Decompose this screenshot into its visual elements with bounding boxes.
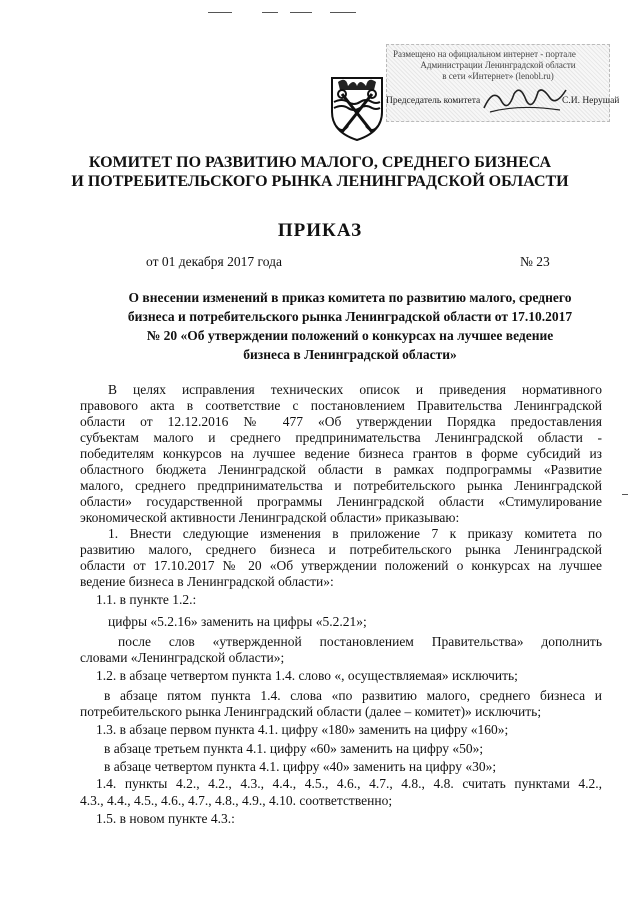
subject-line: бизнеса в Ленинградской области» bbox=[243, 347, 457, 362]
body-line: развитию малого, среднего бизнеса и потребительского рынка Ленинградской bbox=[80, 542, 602, 557]
body-line: после слов «утвержденной постановлением Правительства» дополнить bbox=[118, 634, 602, 649]
body-line: В целях исправления технических описок и приведения нормативного bbox=[108, 382, 602, 397]
document-date: от 01 декабря 2017 года bbox=[146, 254, 282, 269]
stamp-line: в сети «Интернет» (lenobl.ru) bbox=[442, 71, 554, 81]
body-line: малого, среднего предпринимательства и потребительского рынка Ленинградской bbox=[80, 478, 602, 493]
body-line: в абзаце четвертом пункта 4.1. цифру «40» заменить на цифру «30»; bbox=[104, 759, 497, 774]
body-line: областного бюджета Ленинградской области в рамках подпрограммы «Развитие bbox=[80, 462, 602, 477]
signature-scribble bbox=[480, 82, 570, 116]
body-line: в абзаце пятом пункта 1.4. слова «по развитию малого, среднего бизнеса и bbox=[104, 688, 602, 703]
scan-mark-right bbox=[622, 494, 628, 495]
stamp-line: Размещено на официальном интернет - портале bbox=[393, 49, 576, 59]
body-line: области от 12.12.2016 № 477 «Об утверждении Порядка предоставления bbox=[80, 414, 602, 429]
document-number: № 23 bbox=[520, 254, 550, 269]
body-line: области» государственной программы Ленинградской области «Стимулирование bbox=[80, 494, 602, 509]
body-line: в абзаце третьем пункта 4.1. цифру «60» заменить на цифру «50»; bbox=[104, 741, 484, 756]
subject-line: О внесении изменений в приказ комитета по развитию малого, среднего bbox=[128, 290, 572, 305]
org-name-line-2: И ПОТРЕБИТЕЛЬСКОГО РЫНКА ЛЕНИНГРАДСКОЙ ОБЛАСТИ bbox=[71, 173, 569, 190]
scan-mark-top-2 bbox=[262, 12, 278, 13]
org-name-line-1: КОМИТЕТ ПО РАЗВИТИЮ МАЛОГО, СРЕДНЕГО БИЗНЕСА bbox=[88, 154, 552, 171]
body-line: 1.4. пункты 4.2., 4.2., 4.3., 4.4., 4.5., 4.6., 4.7., 4.8., 4.8. считать пунктами 4.2., bbox=[96, 776, 602, 791]
chair-label: Председатель комитета bbox=[386, 96, 481, 106]
stamp-line: Администрации Ленинградской области bbox=[420, 60, 576, 70]
body-line: 1.2. в абзаце четвертом пункта 1.4. слово «, осуществляемая» исключить; bbox=[96, 668, 518, 683]
body-line: 1.3. в абзаце первом пункта 4.1. цифру «180» заменить на цифру «160»; bbox=[96, 722, 509, 737]
body-line: ведение бизнеса в Ленинградской области»: bbox=[80, 574, 334, 589]
body-line: цифры «5.2.16» заменить на цифры «5.2.21»; bbox=[108, 614, 367, 629]
scan-mark-top-4 bbox=[330, 12, 356, 13]
body-line: 1. Внести следующие изменения в приложение 7 к приказу комитета по bbox=[108, 526, 602, 541]
body-line: словами «Ленинградской области»; bbox=[80, 650, 285, 665]
body-line: экономической активности Ленинградской области» приказываю: bbox=[80, 510, 460, 525]
body-line: области от 17.10.2017 № 20 «Об утверждении положений о конкурсах на лучшее bbox=[80, 558, 602, 573]
body-line: субъектам малого и среднего предпринимательства Ленинградской области - bbox=[80, 430, 602, 445]
body-line: победителям конкурсов на лучшее ведение бизнеса грантов в форме субсидий из bbox=[80, 446, 602, 461]
chair-name: С.И. Нерушай bbox=[562, 96, 620, 106]
body-line: 1.5. в новом пункте 4.3.: bbox=[96, 811, 235, 826]
scan-mark-top-3 bbox=[290, 12, 312, 13]
body-line: правового акта в соответствие с постановлением Правительства Ленинградской bbox=[80, 398, 602, 413]
coat-of-arms-emblem bbox=[326, 72, 388, 142]
document-type-title: ПРИКАЗ bbox=[277, 220, 363, 241]
body-line: 4.3., 4.4., 4.5., 4.6., 4.7., 4.8., 4.9., 4.10. соответственно; bbox=[80, 793, 393, 808]
body-line: потребительского рынка Ленинградский области (далее – комитет)» исключить; bbox=[80, 704, 542, 719]
subject-line: № 20 «Об утверждении положений о конкурсах на лучшее ведение bbox=[146, 328, 554, 343]
body-line: 1.1. в пункте 1.2.: bbox=[96, 592, 197, 607]
scan-mark-top-1 bbox=[208, 12, 232, 13]
subject-line: бизнеса и потребительского рынка Ленинградской области от 17.10.2017 bbox=[127, 309, 573, 324]
